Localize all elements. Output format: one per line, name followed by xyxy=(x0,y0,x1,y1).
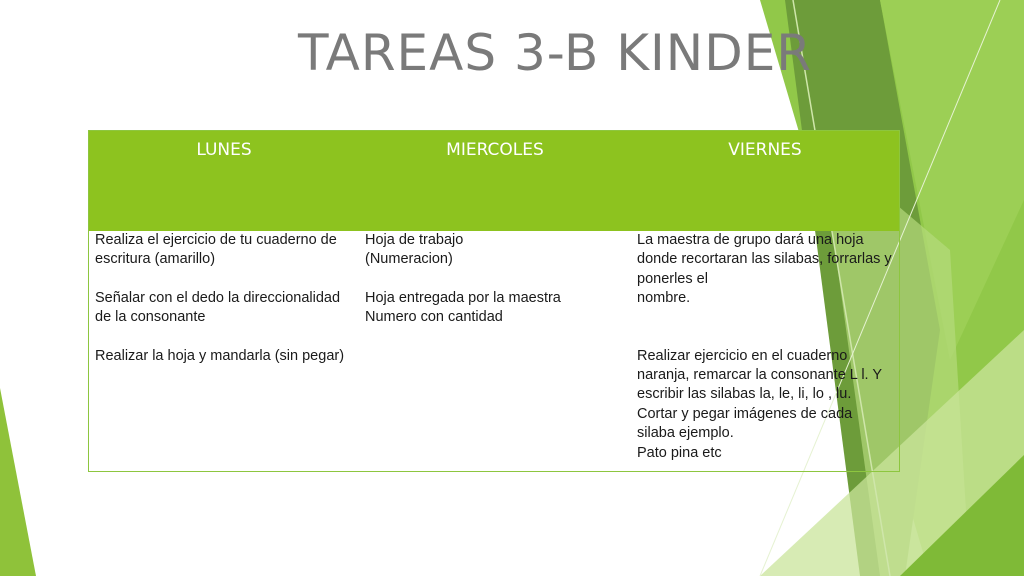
miercoles-task-1b: (Numeracion) xyxy=(365,251,453,268)
header-row xyxy=(89,131,900,232)
cell-viernes xyxy=(631,231,900,472)
tasks-table xyxy=(88,130,900,472)
viernes-task-3: Cortar y pegar imágenes de cada silaba ejemplo. xyxy=(637,405,853,442)
viernes-task-1a: La maestra de grupo dará una hoja donde recortaran las silabas, forrarlas y ponerles el xyxy=(637,232,892,287)
viernes-task-4: Pato pina etc xyxy=(637,444,722,461)
header-viernes: VIERNES xyxy=(631,131,900,232)
header-lunes: LUNES xyxy=(89,131,360,232)
cell-miercoles xyxy=(359,231,631,472)
tasks-row xyxy=(89,231,900,472)
cell-lunes xyxy=(89,231,360,472)
left-green-shard xyxy=(0,388,36,576)
lunes-task-1: Realiza el ejercicio de tu cuaderno de escritura (amarillo) xyxy=(95,232,337,268)
lunes-task-2: Señalar con el dedo la direccionalidad de la consonante xyxy=(95,289,341,326)
miercoles-task-2b: Numero con cantidad xyxy=(365,309,503,326)
header-miercoles: MIERCOLES xyxy=(359,131,631,232)
slide-title: TAREAS 3-B KINDER xyxy=(297,24,813,82)
viernes-task-1b: nombre. xyxy=(637,290,691,307)
lunes-task-3: Realizar la hoja y mandarla (sin pegar) xyxy=(95,347,345,364)
miercoles-task-1a: Hoja de trabajo xyxy=(365,232,464,248)
viernes-task-2: Realizar ejercicio en el cuaderno naranja, remarcar la consonante L l. Y escribir las silabas la, le, li, lo , lu. xyxy=(637,347,882,403)
miercoles-task-2a: Hoja entregada por la maestra xyxy=(365,289,561,306)
